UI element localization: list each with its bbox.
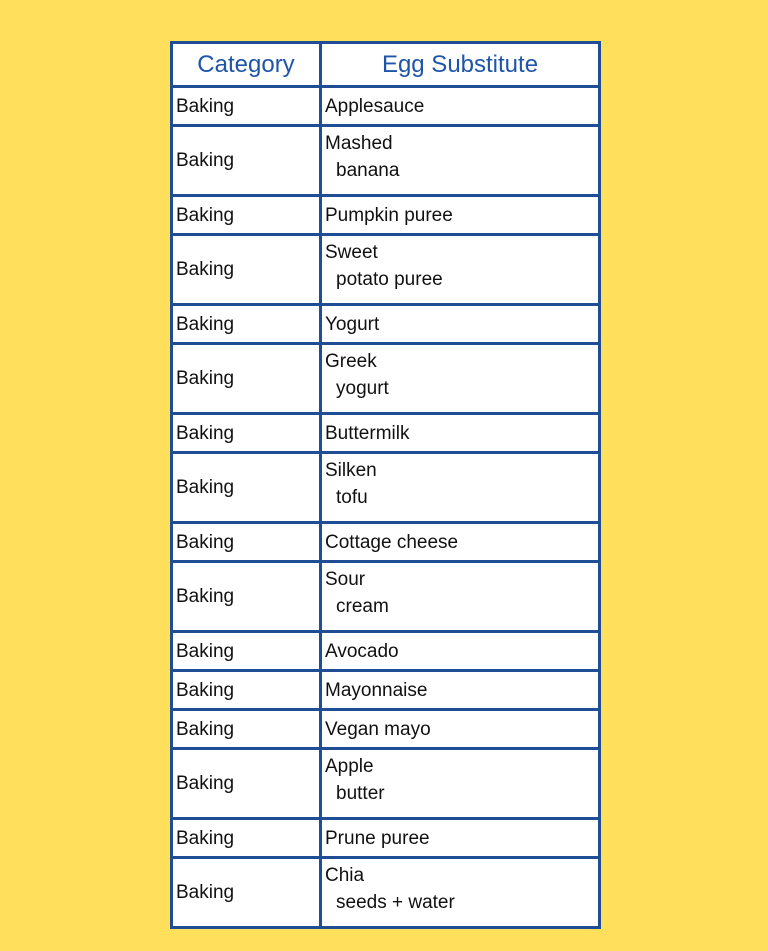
egg-substitute-text: Mashed	[325, 133, 393, 154]
egg-substitute-text: Pumpkin puree	[325, 204, 453, 226]
category-cell: Baking	[172, 235, 321, 305]
egg-substitute-cell	[321, 235, 600, 305]
table-row	[172, 749, 600, 819]
egg-substitute-text: Chia	[325, 865, 365, 886]
egg-substitute-cell	[321, 414, 600, 453]
table-row	[172, 196, 600, 235]
egg-substitute-cell	[321, 749, 600, 819]
table-row	[172, 858, 600, 928]
egg-substitute-text: Apple	[325, 756, 374, 777]
egg-substitute-cell	[321, 344, 600, 414]
egg-substitute-cell	[321, 196, 600, 235]
egg-substitute-text: Cottage cheese	[325, 531, 459, 553]
egg-substitute-cell	[321, 305, 600, 344]
table-row	[172, 523, 600, 562]
egg-substitute-text: cream	[336, 596, 389, 617]
category-cell: Baking	[172, 453, 321, 523]
table-row	[172, 453, 600, 523]
egg-substitute-text: Buttermilk	[325, 422, 410, 444]
table-row	[172, 305, 600, 344]
category-cell: Baking	[172, 305, 321, 344]
substitutes-sheet	[170, 41, 598, 929]
category-cell: Baking	[172, 858, 321, 928]
egg-substitute-cell	[321, 126, 600, 196]
egg-substitutes-table	[170, 41, 601, 929]
category-cell: Baking	[172, 671, 321, 710]
category-cell: Baking	[172, 749, 321, 819]
category-cell: Baking	[172, 344, 321, 414]
egg-substitute-text: Mayonnaise	[325, 679, 428, 701]
category-cell: Baking	[172, 523, 321, 562]
egg-substitute-text: tofu	[336, 487, 368, 508]
egg-substitute-text: Applesauce	[325, 95, 425, 117]
egg-substitute-cell	[321, 562, 600, 632]
egg-substitute-text: banana	[336, 160, 400, 181]
egg-substitute-text: seeds + water	[336, 892, 455, 913]
category-cell: Baking	[172, 196, 321, 235]
table-row	[172, 671, 600, 710]
egg-substitute-cell	[321, 453, 600, 523]
category-column-header: Category	[172, 43, 321, 87]
table-row	[172, 414, 600, 453]
egg-substitute-cell	[321, 858, 600, 928]
egg-substitute-text: Sour	[325, 569, 366, 590]
egg-substitute-text: potato puree	[336, 269, 443, 290]
egg-substitute-cell	[321, 819, 600, 858]
table-body	[172, 87, 600, 928]
egg-substitute-text: Sweet	[325, 242, 378, 263]
category-cell: Baking	[172, 126, 321, 196]
egg-substitute-text: Avocado	[325, 640, 399, 662]
egg-substitute-cell	[321, 671, 600, 710]
table-row	[172, 344, 600, 414]
category-cell: Baking	[172, 710, 321, 749]
egg-substitute-text: Vegan mayo	[325, 718, 431, 740]
table-row	[172, 235, 600, 305]
category-cell: Baking	[172, 87, 321, 126]
table-row	[172, 562, 600, 632]
egg-substitute-text: Yogurt	[325, 313, 380, 335]
egg-substitute-cell	[321, 523, 600, 562]
egg-substitute-text: Greek	[325, 351, 377, 372]
category-cell: Baking	[172, 414, 321, 453]
egg-substitute-column-header: Egg Substitute	[321, 43, 600, 87]
category-cell: Baking	[172, 632, 321, 671]
table-row	[172, 87, 600, 126]
egg-substitute-text: yogurt	[336, 378, 389, 399]
egg-substitute-cell	[321, 710, 600, 749]
egg-substitute-cell	[321, 87, 600, 126]
table-row	[172, 819, 600, 858]
egg-substitute-text: Silken	[325, 460, 377, 481]
egg-substitute-cell	[321, 632, 600, 671]
table-row	[172, 126, 600, 196]
table-row	[172, 710, 600, 749]
category-cell: Baking	[172, 562, 321, 632]
egg-substitute-text: butter	[336, 783, 385, 804]
category-cell: Baking	[172, 819, 321, 858]
table-row	[172, 632, 600, 671]
header-row	[172, 43, 600, 87]
egg-substitute-text: Prune puree	[325, 827, 430, 849]
